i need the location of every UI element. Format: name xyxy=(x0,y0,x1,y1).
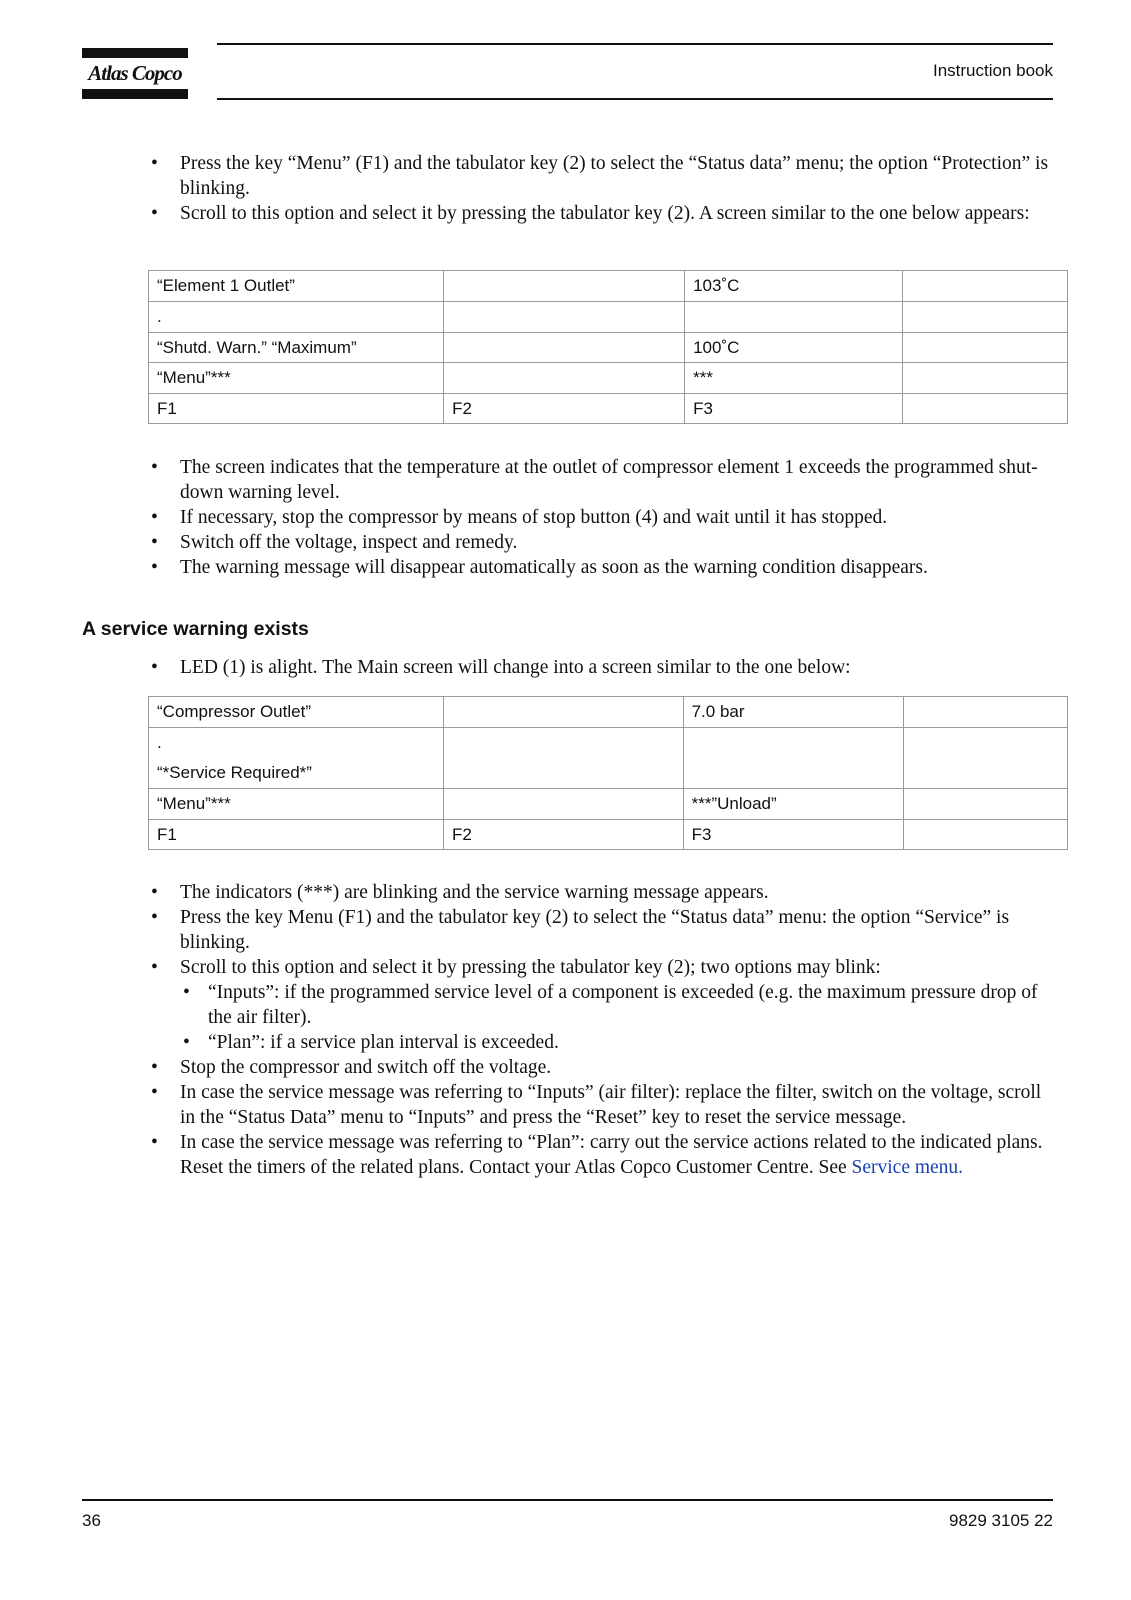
list-item-text: Scroll to this option and select it by pressing the tabulator key (2); two options may blink: xyxy=(180,957,881,978)
sub-list xyxy=(180,980,1058,1055)
table-cell: F3 xyxy=(683,820,903,850)
table-cell: . xyxy=(149,302,444,333)
service-menu-link[interactable]: Service menu. xyxy=(851,1157,964,1178)
table-cell xyxy=(902,394,1067,424)
table-cell xyxy=(902,302,1067,333)
controller-screen-table-service xyxy=(148,696,1068,850)
table-cell: “Compressor Outlet” xyxy=(149,697,444,728)
list-item: • The indicators (***) are blinking and the service warning message appears. xyxy=(148,880,1058,905)
table-cell: “Element 1 Outlet” xyxy=(149,271,444,302)
table-cell xyxy=(902,271,1067,302)
list-item xyxy=(148,1130,1058,1180)
list-item: • In case the service message was referring to “Inputs” (air filter): replace the filter, switch on the voltage, scroll in the “Status Data” menu to “Inputs” and press the “Reset” key to reset the service message. xyxy=(148,1080,1058,1130)
table-cell: “Menu”*** xyxy=(149,789,444,820)
list-item: • Stop the compressor and switch off the voltage. xyxy=(148,1055,1058,1080)
table-cell: ***”Unload” xyxy=(683,789,903,820)
intro-bullets xyxy=(148,151,1058,226)
list-item: • If necessary, stop the compressor by means of stop button (4) and wait until it has stopped. xyxy=(148,505,1058,530)
service-bullets xyxy=(148,880,1058,1180)
table-cell xyxy=(443,697,683,728)
table-cell xyxy=(683,728,903,789)
table-cell xyxy=(903,820,1067,850)
table-cell: F1 xyxy=(149,820,444,850)
table-cell xyxy=(149,728,444,789)
sub-list-item: • “Plan”: if a service plan interval is exceeded. xyxy=(180,1030,1058,1055)
list-item-text: In case the service message was referring to “Plan”: carry out the service actions related to the indicated plans. Reset the timers of the related plans. Contact your Atlas Copco Customer Centre. See xyxy=(180,1132,1043,1178)
table-cell xyxy=(902,333,1067,363)
table-cell xyxy=(903,697,1067,728)
footer-rule xyxy=(82,1499,1053,1501)
table-cell xyxy=(443,728,683,789)
page-number: 36 xyxy=(82,1511,101,1530)
header-title: Instruction book xyxy=(932,61,1053,80)
table-cell: “Menu”*** xyxy=(149,363,444,394)
table-cell xyxy=(443,789,683,820)
table-row xyxy=(149,820,1068,850)
list-item: • Switch off the voltage, inspect and remedy. xyxy=(148,530,1058,555)
list-item xyxy=(148,955,1058,1055)
table-cell: F2 xyxy=(443,820,683,850)
table-cell xyxy=(685,302,903,333)
table-cell xyxy=(444,363,685,394)
header-rule-bottom xyxy=(217,98,1053,100)
table-cell xyxy=(903,789,1067,820)
table-cell: 7.0 bar xyxy=(683,697,903,728)
list-item: • Scroll to this option and select it by pressing the tabulator key (2). A screen similar to the one below appears: xyxy=(148,201,1058,226)
cell-line: . xyxy=(157,733,162,752)
logo-bar-bottom xyxy=(82,89,188,99)
table-cell xyxy=(903,728,1067,789)
table-cell xyxy=(444,333,685,363)
sub-list-item: • “Inputs”: if the programmed service level of a component is exceeded (e.g. the maximum pressure drop of the air filter). xyxy=(180,980,1058,1030)
table-cell xyxy=(444,302,685,333)
list-item: • The warning message will disappear automatically as soon as the warning condition disappears. xyxy=(148,555,1058,580)
table-cell: F2 xyxy=(444,394,685,424)
service-intro-bullet xyxy=(148,655,1058,680)
table-row xyxy=(149,728,1068,789)
table-row xyxy=(149,302,1068,333)
logo-bar-top xyxy=(82,48,188,58)
warning-bullets xyxy=(148,455,1058,580)
table-row xyxy=(149,363,1068,394)
controller-screen-table-protection xyxy=(148,270,1068,424)
table-cell: 103˚C xyxy=(685,271,903,302)
logo-text: Atlas Copco xyxy=(88,61,182,85)
list-item: • LED (1) is alight. The Main screen will change into a screen similar to the one below: xyxy=(148,655,1058,680)
header-rule-top xyxy=(217,43,1053,45)
table-cell: *** xyxy=(685,363,903,394)
list-item: • Press the key “Menu” (F1) and the tabulator key (2) to select the “Status data” menu; the option “Protection” is blinking. xyxy=(148,151,1058,201)
table-row xyxy=(149,271,1068,302)
table-row xyxy=(149,789,1068,820)
list-item: • Press the key Menu (F1) and the tabulator key (2) to select the “Status data” menu: the option “Service” is blinking. xyxy=(148,905,1058,955)
table-cell xyxy=(444,271,685,302)
table-cell: “Shutd. Warn.” “Maximum” xyxy=(149,333,444,363)
document-number: 9829 3105 22 xyxy=(949,1511,1053,1530)
atlas-copco-logo xyxy=(82,48,188,99)
table-row xyxy=(149,697,1068,728)
table-cell: F1 xyxy=(149,394,444,424)
cell-line: “*Service Required*” xyxy=(157,763,312,782)
list-item: • The screen indicates that the temperature at the outlet of compressor element 1 exceeds the programmed shut-down warning level. xyxy=(148,455,1058,505)
table-row xyxy=(149,333,1068,363)
table-cell: 100˚C xyxy=(685,333,903,363)
table-row xyxy=(149,394,1068,424)
table-cell xyxy=(902,363,1067,394)
table-cell: F3 xyxy=(685,394,903,424)
section-heading-service-warning: A service warning exists xyxy=(82,618,309,640)
